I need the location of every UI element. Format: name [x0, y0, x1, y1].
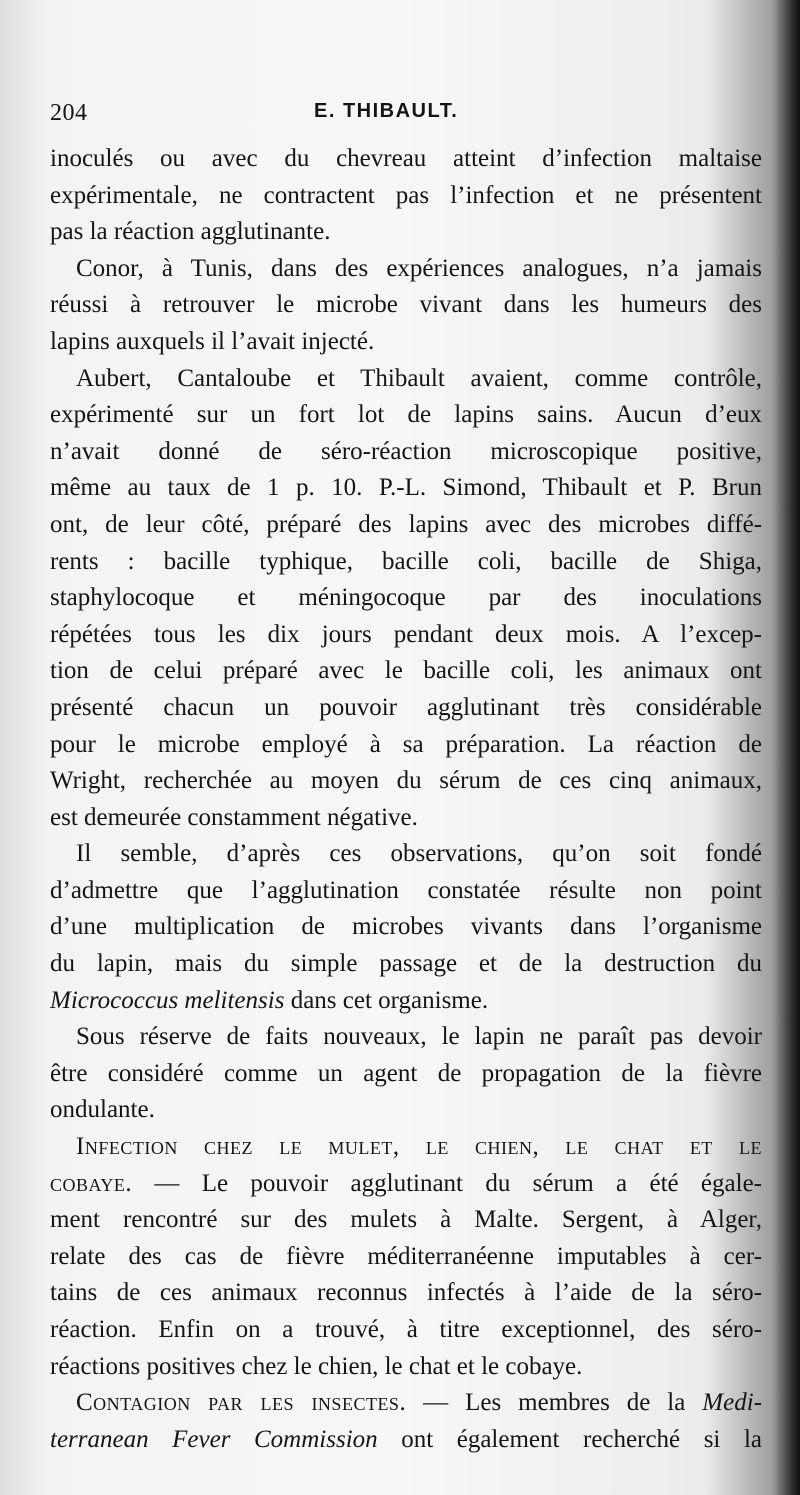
binding-shadow: [772, 0, 800, 1495]
text-line: [50, 1129, 762, 1166]
text-line: n’avait donné de séro-réaction microscopique positive,: [50, 437, 762, 465]
text-line: d’une multiplication de microbes vivants dans l’organisme: [50, 913, 762, 941]
small-caps-heading: Infection chez le mulet, le chien, le chat et le: [76, 1133, 762, 1161]
text-line: Sous réserve de faits nouveaux, le lapin ne paraît pas devoir: [76, 1023, 762, 1051]
italic-text: Micrococcus melitensis: [50, 986, 285, 1014]
page-header: [50, 96, 762, 136]
text-line: ont, de leur côté, préparé des lapins avec des microbes diffé-: [50, 510, 762, 538]
text-line: Il semble, d’après ces observations, qu’on soit fondé: [76, 840, 762, 868]
text-line: Wright, recherchée au moyen du sérum de ces cinq animaux,: [50, 767, 762, 795]
text-segment: — Les membres de la: [406, 1389, 703, 1417]
text-line: ment rencontré sur des mulets à Malte. Sergent, à Alger,: [50, 1206, 762, 1234]
text-line: réaction. Enfin on a trouvé, à titre exceptionnel, des séro-: [50, 1316, 762, 1343]
text-line: lapins auxquels il l’avait injecté.: [50, 327, 375, 355]
text-line: ondulante.: [50, 1096, 155, 1124]
text-line: réactions positives chez le chien, le chat et le cobaye.: [50, 1352, 583, 1380]
text-line: d’admettre que l’agglutination constatée résulte non point: [50, 876, 762, 904]
text-line: être considéré comme un agent de propagation de la fièvre: [50, 1059, 762, 1087]
small-caps-heading: cobaye.: [50, 1169, 133, 1197]
text-line: Conor, à Tunis, dans des expériences analogues, n’a jamais: [76, 254, 762, 282]
text-line: même au taux de 1 p. 10. P.-L. Simond, Thibault et P. Brun: [50, 474, 762, 502]
text-line: pour le microbe employé à sa préparation. La réaction de: [50, 730, 762, 758]
text-segment: — Le pouvoir agglutinant du sérum a été égale-: [132, 1169, 762, 1197]
running-head: E. THIBAULT.: [314, 100, 459, 122]
text-line: expérimenté sur un fort lot de lapins sains. Aucun d’eux: [50, 401, 762, 429]
text-segment: ont également recherché si la: [377, 1425, 762, 1453]
text-line: [50, 983, 762, 1020]
text-line: [50, 1385, 762, 1422]
text-line: expérimentale, ne contractent pas l’infection et ne présentent: [50, 181, 762, 209]
text-line: tion de celui préparé avec le bacille coli, les animaux ont: [50, 657, 762, 685]
text-line: [50, 1166, 762, 1203]
text-line: relate des cas de fièvre méditerranéenne imputables à cer-: [50, 1242, 762, 1270]
text-line: répétées tous les dix jours pendant deux mois. A l’excep-: [50, 620, 762, 648]
page-number: 204: [50, 100, 88, 126]
text-line: inoculés ou avec du chevreau atteint d’infection maltaise: [50, 145, 762, 172]
text-segment: dans cet organisme.: [284, 986, 489, 1014]
small-caps-heading: Contagion par les insectes.: [76, 1389, 407, 1417]
text-line: tains de ces animaux reconnus infectés à l’aide de la séro-: [50, 1279, 762, 1307]
text-line: staphylocoque et méningocoque par des inoculations: [50, 584, 762, 612]
text-line: [50, 1422, 762, 1459]
body-text: [50, 141, 762, 1458]
text-line: est demeurée constamment négative.: [50, 803, 418, 831]
text-line: Aubert, Cantaloube et Thibault avaient, comme contrôle,: [76, 364, 762, 392]
text-line: du lapin, mais du simple passage et de la destruction du: [50, 950, 762, 978]
text-line: rents : bacille typhique, bacille coli, bacille de Shiga,: [50, 547, 762, 575]
text-line: pas la réaction agglutinante.: [50, 218, 331, 246]
italic-text: terranean Fever Commission: [50, 1425, 378, 1453]
italic-text: Medi-: [702, 1389, 762, 1417]
text-line: présenté chacun un pouvoir agglutinant très considérable: [50, 693, 762, 721]
text-line: réussi à retrouver le microbe vivant dans les humeurs des: [50, 291, 762, 319]
